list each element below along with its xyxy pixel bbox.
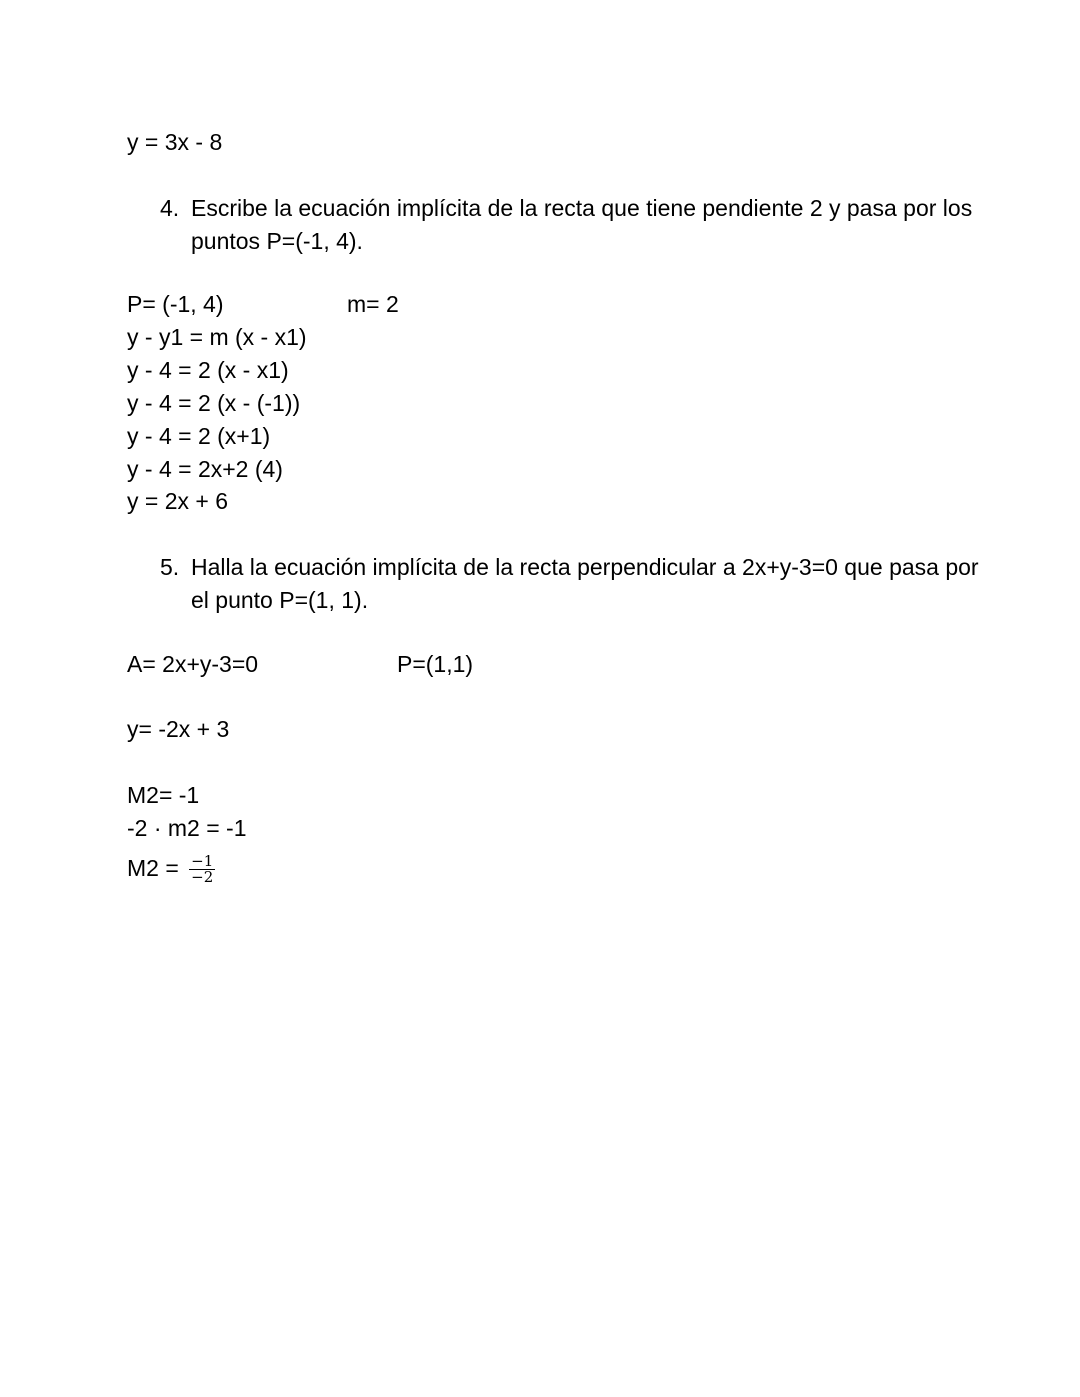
problem-5-number: 5. — [160, 554, 180, 580]
problem-4-slope: m= 2 — [347, 291, 399, 317]
problem-5-point: P=(1,1) — [397, 651, 474, 677]
problem-4-point: P= (-1, 4) — [127, 291, 224, 317]
problem-4-text: Escribe la ecuación implícita de la recta que tiene pendiente 2 y pasa por los puntos P=(-1, 4). — [191, 195, 973, 254]
fraction-numerator: −1 — [191, 852, 214, 871]
problem-5-statement — [160, 551, 980, 617]
problem-4-step: y - 4 = 2 (x+1) — [127, 423, 271, 449]
problem-4-step: y - 4 = 2x+2 (4) — [127, 456, 283, 482]
problem-5-step: -2 · m2 = -1 — [127, 815, 247, 841]
fraction — [189, 854, 215, 885]
fraction-denominator: −2 — [191, 868, 214, 887]
problem-4-statement — [160, 192, 980, 258]
problem-5-explicit: y= -2x + 3 — [127, 716, 230, 742]
problem-5-given-line: A= 2x+y-3=0 — [127, 651, 259, 677]
problem-4-result: y = 2x + 6 — [127, 488, 229, 514]
intro-equation: y = 3x - 8 — [127, 129, 223, 155]
problem-5-fraction-line — [127, 853, 215, 885]
problem-4-number: 4. — [160, 195, 180, 221]
fraction-prefix: M2 = — [127, 855, 179, 881]
problem-4-step: y - 4 = 2 (x - (-1)) — [127, 390, 301, 416]
problem-4-step: y - y1 = m (x - x1) — [127, 324, 307, 350]
problem-5-text: Halla la ecuación implícita de la recta perpendicular a 2x+y-3=0 que pasa por el punto P=(1, 1). — [191, 554, 979, 613]
problem-5-step: M2= -1 — [127, 782, 200, 808]
problem-4-step: y - 4 = 2 (x - x1) — [127, 357, 289, 383]
